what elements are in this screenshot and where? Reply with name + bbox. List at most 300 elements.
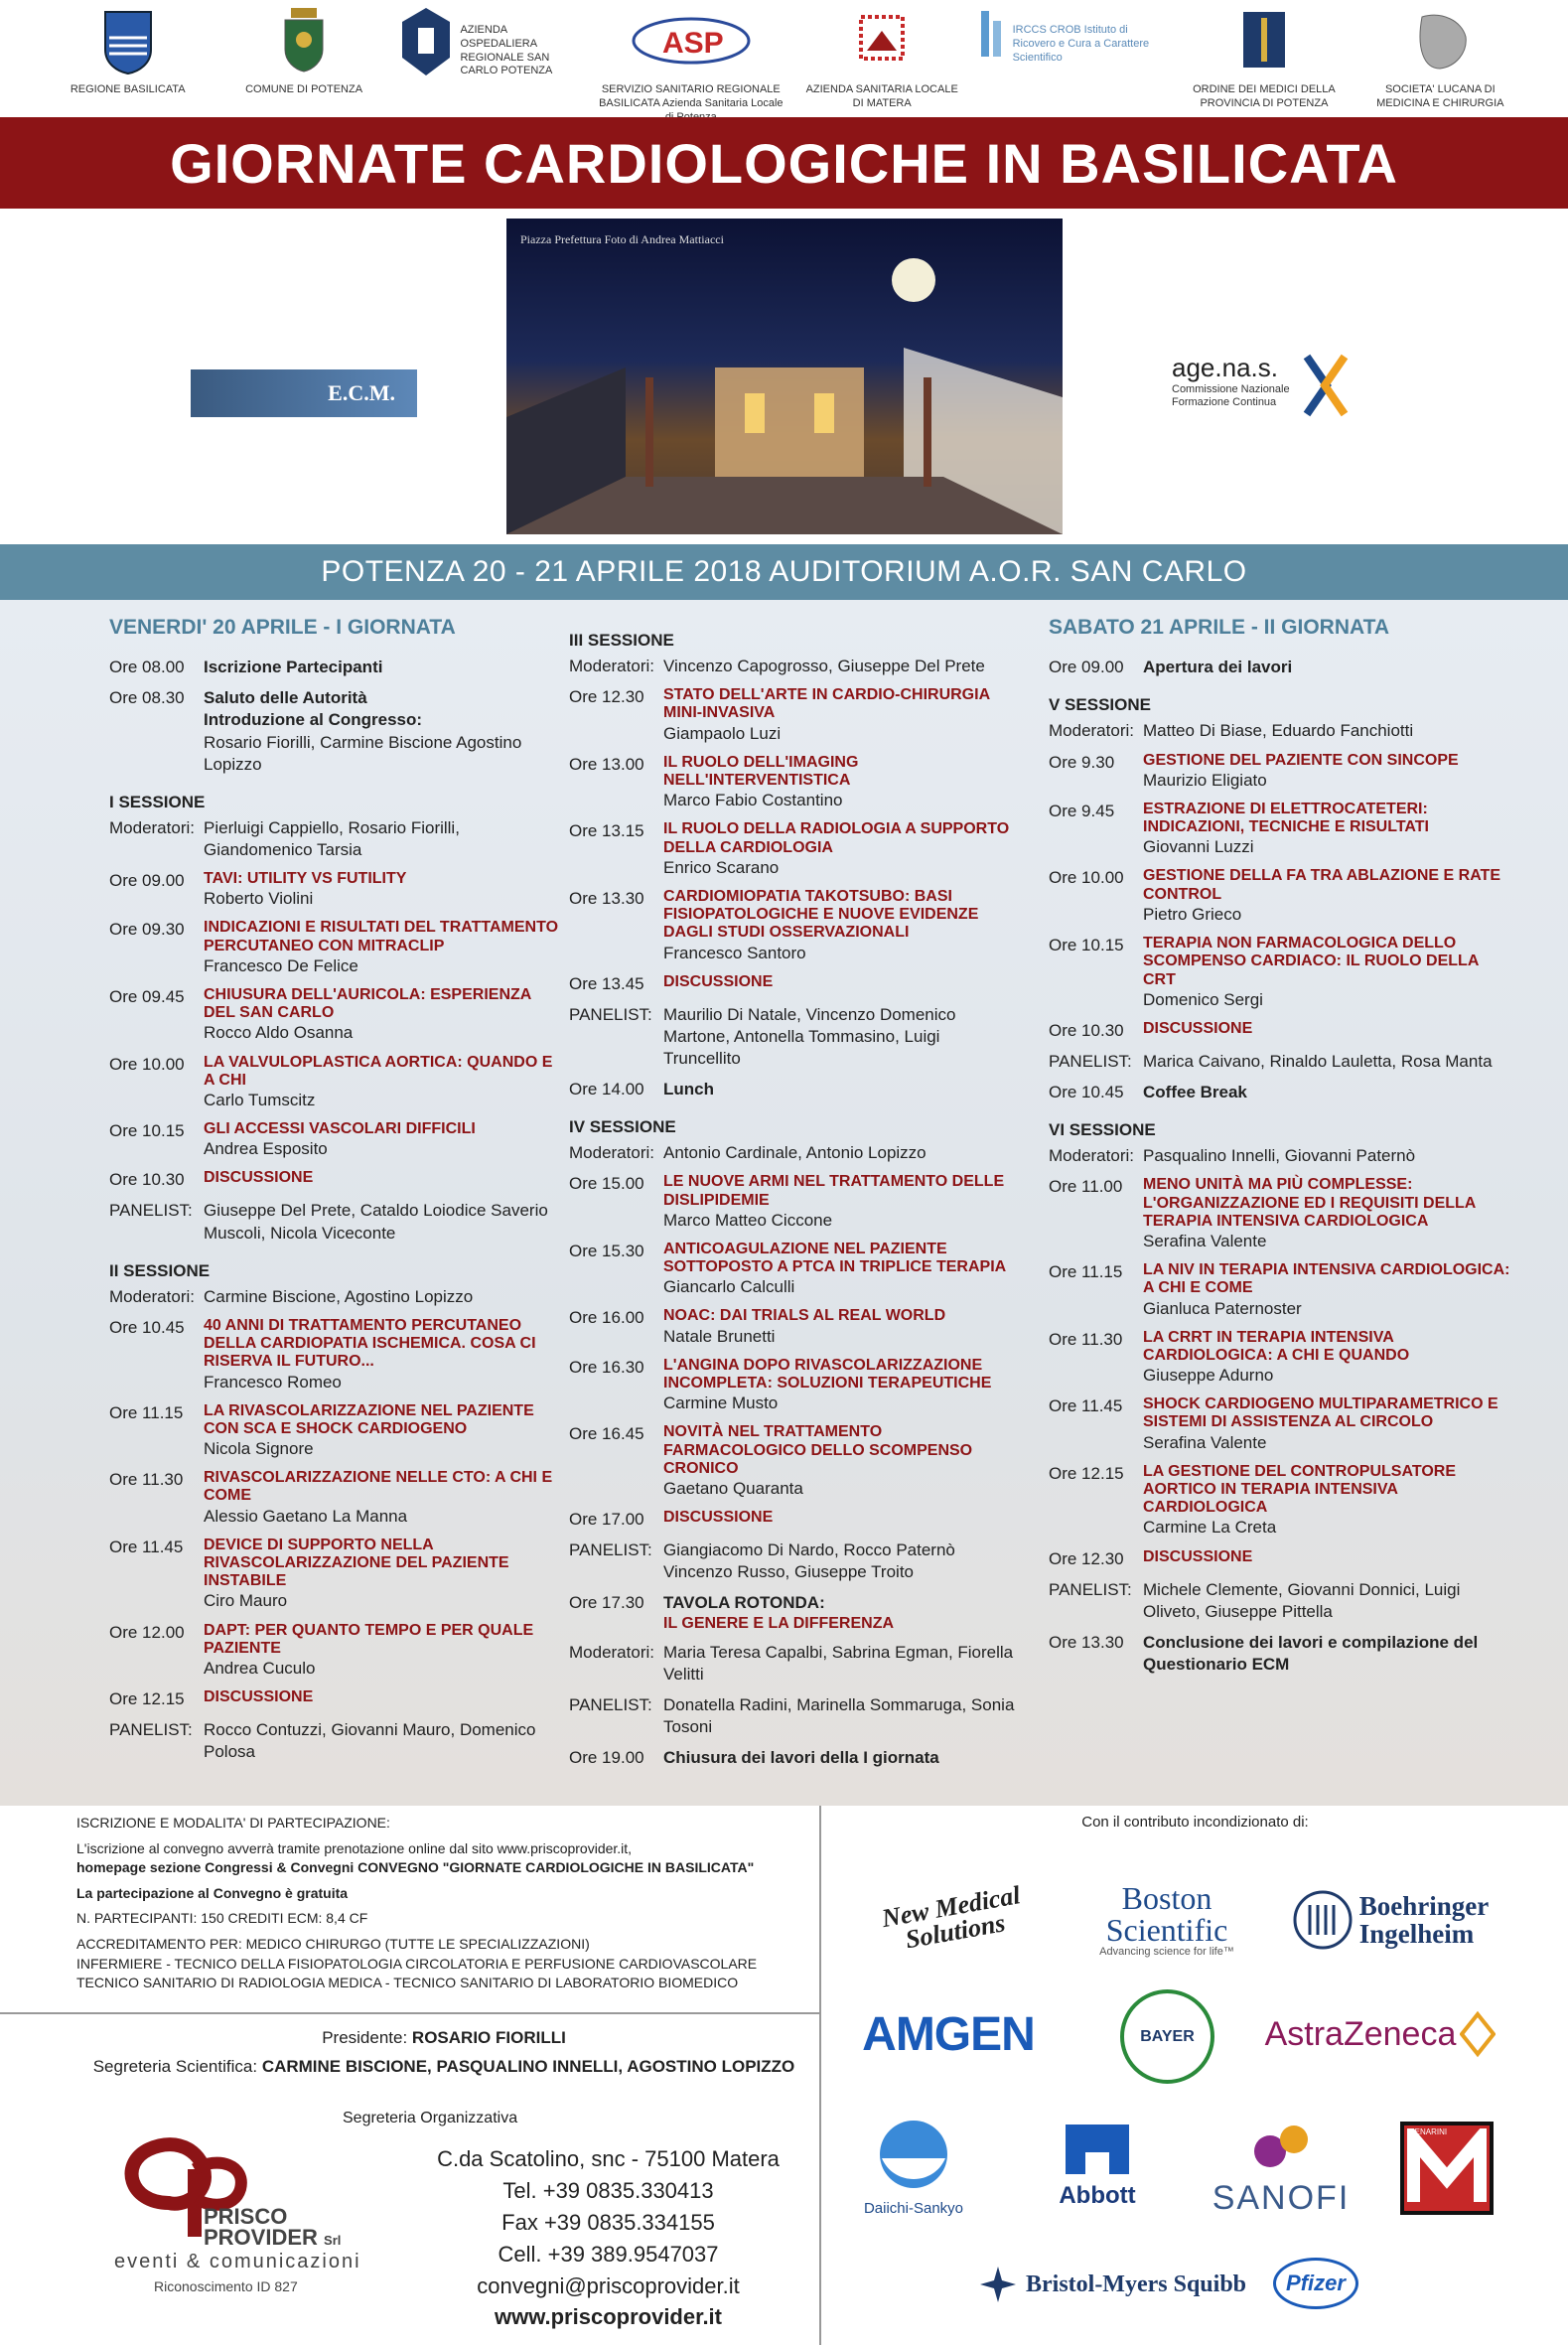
row-content: [663, 1694, 1016, 1738]
logo-asm-matera: AZIENDA SANITARIA LOCALE DI MATERA: [802, 6, 961, 111]
program-row: [569, 1747, 1016, 1769]
program-row: [1049, 1579, 1515, 1623]
row-plain-title: Coffee Break: [1143, 1083, 1247, 1102]
row-talk-title: CHIUSURA DELL'AURICOLA: ESPERIENZA DEL SAN CARLO: [204, 985, 531, 1022]
program-column-1: [109, 614, 561, 1772]
program-row: [109, 1469, 561, 1528]
program-row: [109, 1169, 561, 1191]
row-content: [1143, 935, 1515, 1011]
row-content: [663, 973, 1016, 995]
row-content: [663, 1642, 1016, 1685]
asp-logo-icon: [627, 6, 756, 77]
program-row: [569, 888, 1016, 964]
row-talk-title: DISCUSSIONE: [1143, 1019, 1253, 1037]
prisco-provider-id: Riconoscimento ID 827: [154, 2278, 298, 2294]
row-time: Ore 11.30: [1049, 1329, 1123, 1349]
regione-basilicata-emblem-icon: [100, 6, 156, 77]
program-row: [569, 1307, 1016, 1347]
row-content: [1143, 1395, 1515, 1454]
session-heading: V SESSIONE: [1049, 695, 1151, 715]
institution-logos: [0, 0, 1568, 115]
row-time: Moderatori:: [569, 1642, 654, 1662]
logo-irccs-crob: IRCCS CROB Istituto di Ricovero e Cura a Carattere Scientifico: [979, 6, 1168, 68]
row-time: Ore 12.30: [1049, 1548, 1124, 1568]
row-talk-title: DISCUSSIONE: [204, 1169, 314, 1187]
program-row: [569, 1423, 1016, 1500]
row-plain-title: Iscrizione Partecipanti: [204, 658, 383, 677]
row-content: [1143, 1579, 1515, 1623]
sponsor-astrazeneca: AstraZeneca: [1261, 1999, 1499, 2069]
program-row: [569, 686, 1016, 745]
program-row: [109, 1402, 561, 1461]
row-time: Moderatori:: [569, 1143, 654, 1163]
row-plain-title: Lunch: [663, 1080, 714, 1099]
row-time: Ore 10.30: [109, 1170, 185, 1190]
sponsor-menarini: MENARINI: [1400, 2122, 1494, 2215]
row-speaker: Domenico Sergi: [1143, 989, 1263, 1009]
bms-logo-icon: [978, 2265, 1018, 2304]
row-time: Ore 13.30: [569, 888, 644, 908]
row-talk-title: CARDIOMIOPATIA TAKOTSUBO: BASI FISIOPATOLOGICHE E NUOVE EVIDENZE DAGLI STUDI OSSERVAZIONALI: [663, 887, 979, 942]
logo-comune-potenza: COMUNE DI POTENZA: [224, 6, 383, 97]
row-talk-title: DEVICE DI SUPPORTO NELLA RIVASCOLARIZZAZIONE DEL PAZIENTE INSTABILE: [204, 1536, 509, 1590]
row-talk-title: NOAC: DAI TRIALS AL REAL WORLD: [663, 1307, 946, 1325]
row-talk-title: IL GENERE E LA DIFFERENZA: [663, 1614, 895, 1632]
program-row: [109, 986, 561, 1045]
row-content: [663, 1592, 1016, 1632]
program-row: [109, 1200, 561, 1244]
row-time: Ore 11.15: [1049, 1262, 1123, 1282]
session-heading: IV SESSIONE: [569, 1117, 676, 1137]
row-speaker: Donatella Radini, Marinella Sommaruga, Sonia Tosoni: [663, 1694, 1015, 1737]
row-speaker: Pasqualino Innelli, Giovanni Paternò: [1143, 1146, 1416, 1166]
program-row: [109, 919, 561, 977]
row-content: [1143, 1145, 1515, 1167]
row-time: Ore 15.30: [569, 1241, 644, 1260]
row-time: Ore 13.30: [1049, 1632, 1124, 1652]
row-time: Ore 11.30: [109, 1470, 184, 1490]
row-talk-title: IL RUOLO DELLA RADIOLOGIA A SUPPORTO DELLA CARDIOLOGIA: [663, 820, 1010, 856]
row-speaker: Carmine La Creta: [1143, 1518, 1277, 1538]
row-time: PANELIST:: [569, 1540, 652, 1560]
program-row: [569, 1539, 1016, 1583]
svg-text:ASP: ASP: [661, 27, 724, 60]
logo-societa-lucana: SOCIETA' LUCANA DI MEDICINA E CHIRURGIA: [1360, 6, 1519, 111]
sponsor-bristol-myers-squibb: Bristol-Myers Squibb: [973, 2255, 1251, 2314]
row-speaker: Giuseppe Adurno: [1143, 1366, 1274, 1386]
program-row: [569, 1509, 1016, 1531]
program-row: [1049, 801, 1515, 859]
row-time: Ore 10.00: [109, 1054, 185, 1074]
row-content: [663, 888, 1016, 964]
ospedale-san-carlo-emblem-icon: [400, 6, 452, 77]
row-time: Ore 11.00: [1049, 1177, 1123, 1197]
program-row: [109, 1286, 561, 1308]
photo-caption: Piazza Prefettura Foto di Andrea Mattiacci: [520, 232, 724, 246]
menarini-logo-icon: [1407, 2128, 1487, 2208]
row-content: [1143, 752, 1515, 792]
row-speaker: Francesco De Felice: [204, 955, 358, 975]
row-speaker: Andrea Cuculo: [204, 1659, 316, 1679]
row-time: Ore 12.00: [109, 1622, 185, 1642]
row-talk-title: GESTIONE DELLA FA TRA ABLAZIONE E RATE CONTROL: [1143, 867, 1500, 903]
row-content: [663, 1747, 1016, 1769]
row-speaker: Rosario Fiorilli, Carmine Biscione Agostino Lopizzo: [204, 732, 522, 774]
row-speaker: Pierluigi Cappiello, Rosario Fiorilli, Giandomenico Tarsia: [204, 817, 460, 859]
row-content: [663, 1142, 1016, 1164]
session-heading: VI SESSIONE: [1049, 1120, 1156, 1140]
row-content: [1143, 1632, 1515, 1676]
program-row: [1049, 1176, 1515, 1252]
row-talk-title: LA VALVULOPLASTICA AORTICA: QUANDO E A CHI: [204, 1053, 553, 1089]
row-time: PANELIST:: [569, 1694, 652, 1714]
boehringer-logo-icon: [1292, 1885, 1354, 1955]
row-talk-title: LA NIV IN TERAPIA INTENSIVA CARDIOLOGICA: A CHI E COME: [1143, 1261, 1510, 1297]
row-time: Ore 16.30: [569, 1357, 644, 1377]
program-row: [109, 1537, 561, 1613]
row-plain-title: TAVOLA ROTONDA:: [663, 1593, 825, 1613]
ecm-logo: E.C.M.: [191, 369, 417, 417]
row-talk-title: IL RUOLO DELL'IMAGING NELL'INTERVENTISTICA: [663, 753, 859, 789]
row-time: Ore 11.15: [109, 1402, 184, 1422]
program-row: [109, 1120, 561, 1160]
logo-asp: ASP SERVIZIO SANITARIO REGIONALE BASILICATA Azienda Sanitaria Locale: [597, 6, 785, 124]
row-speaker: Gaetano Quaranta: [663, 1479, 803, 1499]
row-talk-title: 40 ANNI DI TRATTAMENTO PERCUTANEO DELLA CARDIOPATIA ISCHEMICA. COSA CI RISERVA IL FUTURO...: [204, 1316, 536, 1371]
program-row: [1049, 1145, 1515, 1167]
row-time: PANELIST:: [1049, 1579, 1132, 1599]
program-row: [1049, 867, 1515, 926]
sponsor-pfizer: Pfizer: [1273, 2258, 1358, 2309]
daiichi-logo-icon: [874, 2115, 953, 2200]
page-title: GIORNATE CARDIOLOGICHE IN BASILICATA: [170, 131, 1398, 195]
irccs-crob-logo-icon: [979, 6, 1007, 62]
ordine-medici-logo-icon: [1236, 6, 1292, 77]
row-speaker: Maria Teresa Capalbi, Sabrina Egman, Fiorella Velitti: [663, 1642, 1014, 1684]
row-time: Ore 11.45: [109, 1537, 184, 1556]
program-row: [109, 1317, 561, 1393]
footer-vertical-divider: [819, 1806, 821, 2345]
row-time: Ore 12.30: [569, 687, 644, 707]
row-content: [1143, 1082, 1515, 1103]
program-row: [1049, 1329, 1515, 1388]
row-speaker: Rocco Contuzzi, Giovanni Mauro, Domenico Polosa: [204, 1720, 536, 1762]
program-row: [569, 973, 1016, 995]
row-time: Ore 15.00: [569, 1174, 644, 1194]
program-row: [109, 817, 561, 861]
logo-regione-basilicata: REGIONE BASILICATA: [49, 6, 208, 97]
row-content: [663, 1004, 1016, 1070]
row-plain-title: Chiusura dei lavori della I giornata: [663, 1748, 939, 1768]
program-row: [569, 754, 1016, 812]
agenas-logo: age.na.s. Commissione Nazionale Formazione Continua: [1172, 353, 1370, 430]
row-content: [204, 870, 561, 910]
row-time: Moderatori:: [109, 1286, 195, 1306]
row-time: Ore 11.45: [1049, 1396, 1123, 1416]
program-row: [1049, 1632, 1515, 1676]
program-section: [0, 600, 1568, 1806]
row-speaker: Nicola Signore: [204, 1439, 314, 1459]
row-speaker: Francesco Romeo: [204, 1372, 342, 1392]
program-row: [569, 1592, 1016, 1632]
row-content: [204, 1317, 561, 1393]
day-heading: VENERDI' 20 APRILE - I GIORNATA: [109, 616, 456, 639]
session-heading: I SESSIONE: [109, 792, 206, 811]
row-talk-title: LA CRRT IN TERAPIA INTENSIVA CARDIOLOGICA: A CHI E QUANDO: [1143, 1328, 1410, 1364]
row-talk-title: MENO UNITÀ MA PIÙ COMPLESSE: L'ORGANIZZAZIONE ED I REQUISITI DELLA TERAPIA INTENSIVA CARDIOLOGICA: [1143, 1176, 1476, 1230]
row-talk-title: DISCUSSIONE: [204, 1688, 314, 1706]
row-time: Ore 13.15: [569, 821, 644, 841]
venue-date-bar: POTENZA 20 - 21 APRILE 2018 AUDITORIUM A.O.R. SAN CARLO: [0, 544, 1568, 600]
program-row: [569, 820, 1016, 879]
program-column-2: [569, 614, 1016, 1778]
row-time: Ore 09.00: [109, 871, 185, 891]
row-time: Ore 08.30: [109, 688, 185, 708]
row-time: Ore 16.45: [569, 1424, 644, 1444]
row-time: Ore 14.00: [569, 1080, 644, 1099]
row-time: Ore 10.15: [1049, 936, 1124, 955]
row-talk-title: LA RIVASCOLARIZZAZIONE NEL PAZIENTE CON SCA E SHOCK CARDIOGENO: [204, 1401, 534, 1437]
row-time: Moderatori:: [1049, 1146, 1134, 1166]
row-speaker: Carmine Biscione, Agostino Lopizzo: [204, 1286, 474, 1306]
row-talk-title: TAVI: UTILITY VS FUTILITY: [204, 870, 407, 888]
row-speaker: Antonio Cardinale, Antonio Lopizzo: [663, 1143, 927, 1163]
program-row: [109, 1622, 561, 1681]
societa-lucana-logo-icon: [1412, 6, 1468, 77]
sanofi-logo-icon: [1246, 2114, 1316, 2179]
program-row: [569, 1173, 1016, 1232]
row-content: [663, 1173, 1016, 1232]
program-row: [569, 1142, 1016, 1164]
row-content: [204, 1622, 561, 1681]
row-time: Ore 9.45: [1049, 801, 1115, 820]
website-link[interactable]: www.priscoprovider.it: [494, 2304, 722, 2330]
title-banner: [0, 117, 1568, 209]
row-content: [663, 656, 1016, 677]
sponsor-abbott: Abbott: [1043, 2104, 1152, 2223]
row-time: PANELIST:: [1049, 1051, 1132, 1071]
program-row: [109, 1719, 561, 1763]
row-content: [1143, 657, 1515, 678]
email-link[interactable]: convegni@priscoprovider.it: [477, 2272, 740, 2298]
row-content: [204, 687, 561, 775]
row-talk-title: DAPT: PER QUANTO TEMPO E PER QUALE PAZIENTE: [204, 1621, 534, 1657]
row-content: [204, 1688, 561, 1710]
row-speaker: Natale Brunetti: [663, 1326, 776, 1346]
program-row: [109, 657, 561, 678]
program-row: [569, 656, 1016, 677]
row-speaker: Roberto Violini: [204, 889, 314, 909]
row-speaker: Andrea Esposito: [204, 1139, 328, 1159]
footer-horizontal-divider: [0, 2012, 819, 2014]
program-row: [569, 1694, 1016, 1738]
row-talk-title: SHOCK CARDIOGENO MULTIPARAMETRICO E SISTEMI DI ASSISTENZA AL CIRCOLO: [1143, 1395, 1498, 1431]
row-content: [204, 1286, 561, 1308]
row-content: [204, 1054, 561, 1112]
row-talk-title: LA GESTIONE DEL CONTROPULSATORE AORTICO IN TERAPIA INTENSIVA CARDIOLOGICA: [1143, 1462, 1456, 1517]
row-speaker: Carlo Tumscitz: [204, 1090, 316, 1109]
row-talk-title: ESTRAZIONE DI ELETTROCATETERI: INDICAZIONI, TECNICHE E RISULTATI: [1143, 800, 1429, 836]
program-row: [1049, 1020, 1515, 1042]
row-time: Ore 9.30: [1049, 752, 1115, 772]
organizing-secretary-label: Segreteria Organizzativa: [343, 2110, 518, 2126]
sponsor-boehringer-ingelheim: Boehringer Ingelheim: [1271, 1875, 1509, 1965]
program-row: [1049, 1548, 1515, 1570]
row-plain-title: Conclusione dei lavori e compilazione del Questionario ECM: [1143, 1632, 1479, 1674]
row-speaker: Alessio Gaetano La Manna: [204, 1506, 408, 1526]
row-speaker: Maurizio Eligiato: [1143, 770, 1267, 790]
row-content: [1143, 720, 1515, 742]
row-speaker: Rocco Aldo Osanna: [204, 1023, 354, 1043]
registration-info: ISCRIZIONE E MODALITA' DI PARTECIPAZIONE: L'iscrizione al convegno avverrà tramite prenotazione online dal sito www.priscoprovider.it, homepage sezione Congressi & Convegni CONVEGNO "GIORNATE CARDIOLOGICHE IN BASILICATA" La partecipazione al Convegno è gratuita N. PARTECIPANTI: 150 CREDITI ECM: 8,4 CF ACCREDITAMENTO PER: MEDICO CHIRURGO (TUTTE LE SPECIALIZZAZIONI) INFERMIERE - TECNICO DELLA FISIOPATOLOGIA CIRCOLATORIA E PERFUSIONE CARDIOVASCOLARE TECNICO SANITARIO DI RADIOLOGIA MEDICA - TECNICO SANITARIO DI LABORATORIO BIOMEDICO: [76, 1815, 758, 1991]
row-talk-title: NOVITÀ NEL TRATTAMENTO FARMACOLOGICO DELLO SCOMPENSO CRONICO: [663, 1423, 973, 1477]
row-time: Ore 10.00: [1049, 868, 1124, 888]
sponsor-amgen: AMGEN: [862, 2007, 1035, 2061]
row-speaker: Giovanni Luzzi: [1143, 837, 1254, 857]
row-content: [1143, 801, 1515, 859]
row-time: Ore 16.00: [569, 1308, 644, 1328]
row-content: [663, 1357, 1016, 1415]
row-content: [1143, 1329, 1515, 1388]
row-speaker: Marica Caivano, Rinaldo Lauletta, Rosa Manta: [1143, 1051, 1493, 1071]
prisco-provider-name: PRISCO PROVIDER Srl: [204, 2204, 342, 2250]
sponsor-daiichi-sankyo: Daiichi-Sankyo: [859, 2106, 968, 2225]
program-row: [1049, 1463, 1515, 1539]
program-row: [1049, 752, 1515, 792]
sponsor-new-medical-solutions: New Medical Solutions: [879, 1880, 1023, 1955]
row-content: [1143, 1020, 1515, 1042]
program-row: [1049, 935, 1515, 1011]
row-content: [663, 1539, 1016, 1583]
row-plain-title: Apertura dei lavori: [1143, 658, 1293, 677]
logo-ordine-medici: ORDINE DEI MEDICI DELLA PROVINCIA DI POTENZA: [1185, 6, 1344, 111]
row-content: [1143, 1463, 1515, 1539]
row-speaker: Giuseppe Del Prete, Cataldo Loiodice Saverio Muscoli, Nicola Viceconte: [204, 1201, 548, 1243]
program-row: [569, 1642, 1016, 1685]
sponsor-label: Con il contributo incondizionato di:: [1081, 1814, 1309, 1831]
row-talk-title: TERAPIA NON FARMACOLOGICA DELLO SCOMPENSO CARDIACO: IL RUOLO DELLA CRT: [1143, 935, 1479, 988]
row-plain-title: Saluto delle Autorità: [204, 688, 367, 708]
program-row: [109, 1054, 561, 1112]
program-row: [569, 1357, 1016, 1415]
program-row: [1049, 720, 1515, 742]
logo-ospedale-san-carlo: AZIENDA OSPEDALIERA REGIONALE SAN CARLO POTENZA: [400, 6, 579, 83]
session-heading: II SESSIONE: [109, 1260, 211, 1280]
row-time: Ore 10.15: [109, 1121, 185, 1141]
row-content: [204, 1120, 561, 1160]
row-content: [204, 657, 561, 678]
sponsor-boston-scientific: Boston Scientific Advancing science for life™: [1099, 1880, 1234, 1958]
row-speaker: Carmine Musto: [663, 1393, 779, 1413]
row-talk-title: INDICAZIONI E RISULTATI DEL TRATTAMENTO PERCUTANEO CON MITRACLIP: [204, 919, 559, 954]
row-speaker: Pietro Grieco: [1143, 904, 1242, 924]
row-time: Ore 09.45: [109, 986, 185, 1006]
row-talk-title: LE NUOVE ARMI NEL TRATTAMENTO DELLE DISLIPIDEMIE: [663, 1173, 1005, 1209]
sponsor-bayer: BAYER: [1120, 1989, 1214, 2084]
row-time: Ore 17.00: [569, 1510, 644, 1530]
row-time: Moderatori:: [569, 657, 654, 676]
row-content: [204, 1719, 561, 1763]
row-time: PANELIST:: [109, 1201, 193, 1221]
program-row: [109, 1688, 561, 1710]
row-content: [663, 1423, 1016, 1500]
row-content: [663, 1079, 1016, 1100]
session-heading: III SESSIONE: [569, 631, 674, 650]
program-column-3: [1049, 614, 1515, 1685]
row-time: Ore 08.00: [109, 658, 185, 677]
program-row: [1049, 1395, 1515, 1454]
row-speaker: Giangiacomo Di Nardo, Rocco Paternò Vincenzo Russo, Giuseppe Troito: [663, 1540, 955, 1582]
row-time: Ore 19.00: [569, 1748, 644, 1768]
row-content: [1143, 867, 1515, 926]
row-time: PANELIST:: [569, 1004, 652, 1024]
row-talk-title: GESTIONE DEL PAZIENTE CON SINCOPE: [1143, 751, 1459, 769]
president-secretary: Presidente: ROSARIO FIORILLI Segreteria Scientifica: CARMINE BISCIONE, PASQUALINO INNELLI, AGOSTINO LOPIZZO: [92, 2028, 795, 2076]
row-content: [663, 1241, 1016, 1299]
row-time: Ore 10.30: [1049, 1020, 1124, 1040]
row-speaker: Michele Clemente, Giovanni Donnici, Luigi Oliveto, Giuseppe Pittella: [1143, 1579, 1461, 1621]
row-subtitle: Introduzione al Congresso:: [204, 710, 423, 730]
row-speaker: Serafina Valente: [1143, 1232, 1267, 1250]
row-speaker: Ciro Mauro: [204, 1591, 288, 1611]
row-content: [204, 1402, 561, 1461]
row-time: Moderatori:: [109, 817, 195, 837]
row-content: [663, 1307, 1016, 1347]
program-row: [569, 1241, 1016, 1299]
row-speaker: Gianluca Paternoster: [1143, 1298, 1302, 1318]
program-row: [109, 870, 561, 910]
row-content: [204, 1169, 561, 1191]
row-content: [663, 754, 1016, 812]
row-content: [1143, 1261, 1515, 1320]
program-row: [109, 687, 561, 775]
program-row: [1049, 1261, 1515, 1320]
row-content: [204, 817, 561, 861]
row-speaker: Marco Matteo Ciccone: [663, 1210, 833, 1230]
contact-info: C.da Scatolino, snc - 75100 Matera Tel. +39 0835.330413 Fax +39 0835.334155 Cell. +39 389.9547037 convegni@priscoprovider.it www.priscoprovider.it: [417, 2143, 799, 2333]
row-talk-title: GLI ACCESSI VASCOLARI DIFFICILI: [204, 1120, 476, 1138]
row-time: Ore 13.45: [569, 973, 644, 993]
row-talk-title: L'ANGINA DOPO RIVASCOLARIZZAZIONE INCOMPLETA: SOLUZIONI TERAPEUTICHE: [663, 1356, 992, 1392]
day-heading: SABATO 21 APRILE - II GIORNATA: [1049, 616, 1390, 639]
row-talk-title: DISCUSSIONE: [663, 972, 774, 990]
program-row: [1049, 1051, 1515, 1073]
row-time: Ore 12.15: [1049, 1463, 1124, 1483]
row-content: [663, 686, 1016, 745]
piazza-prefettura-photo: [506, 219, 1063, 534]
row-content: [204, 1469, 561, 1528]
row-content: [204, 1200, 561, 1244]
row-speaker: Maurilio Di Natale, Vincenzo Domenico Martone, Antonella Tommasino, Luigi Truncellito: [663, 1004, 956, 1068]
row-speaker: Vincenzo Capogrosso, Giuseppe Del Prete: [663, 657, 985, 676]
row-time: Ore 10.45: [1049, 1083, 1124, 1102]
row-content: [1143, 1548, 1515, 1570]
row-talk-title: DISCUSSIONE: [663, 1509, 774, 1527]
row-time: Moderatori:: [1049, 721, 1134, 741]
row-speaker: Giancarlo Calculli: [663, 1277, 795, 1297]
footer: [0, 1806, 1568, 2345]
program-row: [1049, 1082, 1515, 1103]
row-time: Ore 10.45: [109, 1317, 185, 1337]
row-content: [204, 919, 561, 977]
row-time: Ore 09.30: [109, 920, 185, 940]
row-speaker: Marco Fabio Costantino: [663, 791, 843, 810]
row-talk-title: DISCUSSIONE: [1143, 1547, 1253, 1565]
row-content: [1143, 1051, 1515, 1073]
prisco-provider-tagline: eventi & comunicazioni: [114, 2251, 361, 2272]
abbott-logo-icon: [1058, 2117, 1137, 2182]
astrazeneca-logo-icon: [1460, 2010, 1496, 2058]
